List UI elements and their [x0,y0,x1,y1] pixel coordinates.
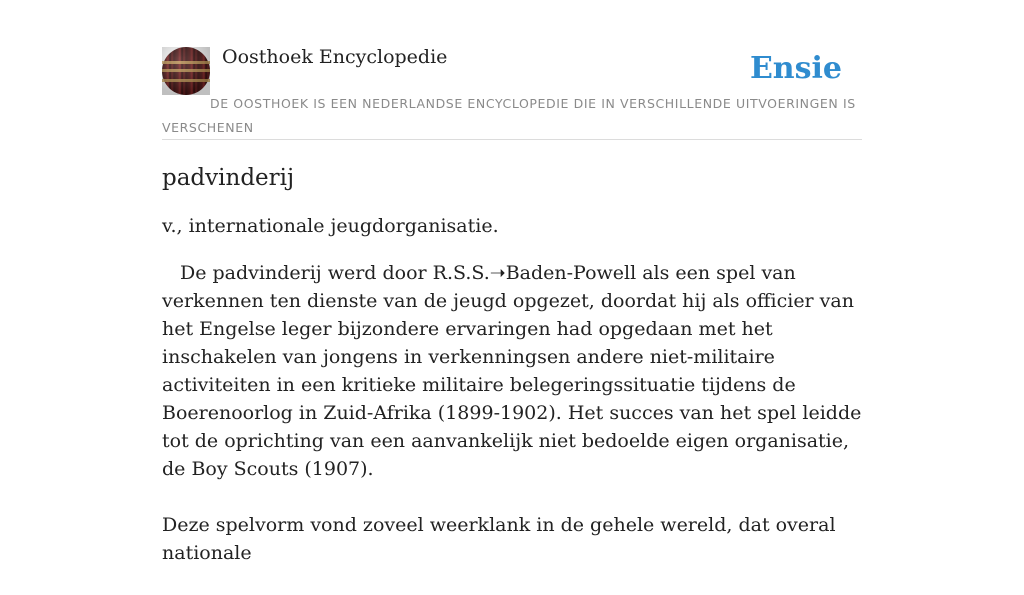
article-paragraph-1 [162,259,862,483]
header [162,46,862,140]
article-paragraph-2: Deze spelvorm vond zoveel weerklank in de gehele wereld, dat overal nationale [162,514,836,564]
paragraph-text: De padvinderij werd door R.S.S. [180,262,490,284]
article-subtitle: v., internationale jeugdorganisatie. [162,215,499,237]
baden-powell-link[interactable] [490,262,636,284]
ensie-logo-link[interactable]: Ensie [749,51,842,86]
site-title-link[interactable]: Oosthoek Encyclopedie [222,46,448,68]
site-tagline: DE OOSTHOEK IS EEN NEDERLANDSE ENCYCLOPEDIE DIE IN VERSCHILLENDE UITVOERINGEN IS VERSCHENEN [162,96,856,135]
article-title: padvinderij [162,165,295,191]
site-avatar[interactable] [162,47,210,95]
article [162,160,862,595]
paragraph-text: als een spel van verkennen ten dienste van de jeugd opgezet, doordat hij als officier van het Engelse leger bijzondere ervaringen had opgedaan met het inschakelen van jongens in verkenningsen andere niet-militaire activiteiten in een kritieke militaire belegeringssituatie tijdens de Boerenoorlog in Zuid-Afrika (1899-1902). Het succes van het spel leidde tot de oprichting van een aanvankelijk niet bedoelde eigen organisatie, de Boy Scouts (1907). [162,262,862,480]
link-arrow-icon: ➝ [489,262,506,284]
link-text: Baden-Powell [505,262,637,284]
avatar-shade [162,47,210,95]
